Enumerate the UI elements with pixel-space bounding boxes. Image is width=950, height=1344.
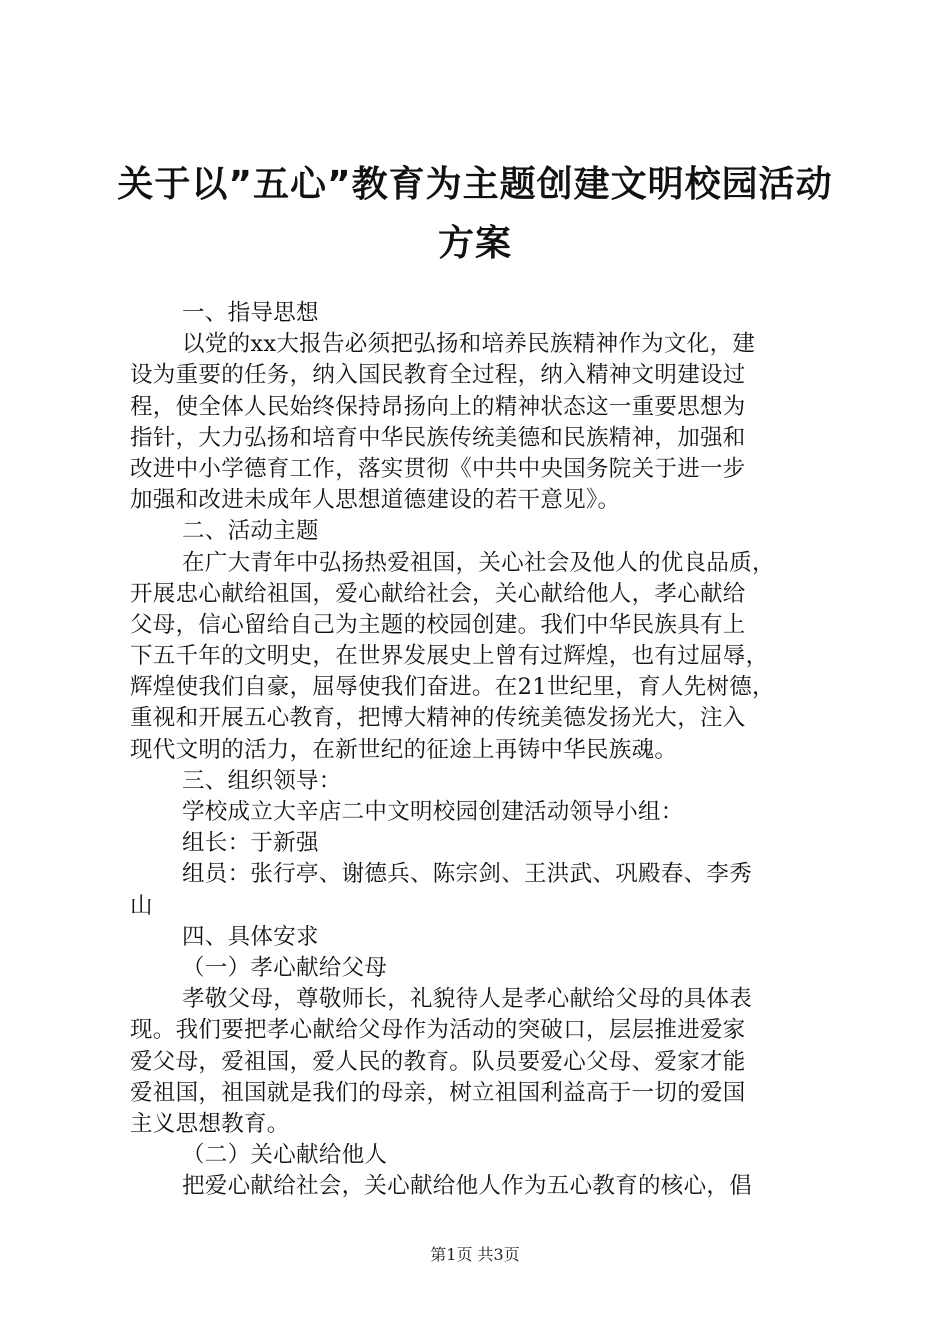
text-line: 开展忠心献给祖国，爱心献给社会，关心献给他人，孝心献给	[130, 580, 746, 607]
text-line: 一、指导思想	[182, 300, 319, 326]
text-line: 程，使全体人民始终保持昂扬向上的精神状态这一重要思想为	[130, 393, 746, 420]
text-line: 把爱心献给社会，关心献给他人作为五心教育的核心，倡	[182, 1173, 753, 1200]
text-line: 在广大青年中弘扬热爱祖国，关心社会及他人的优良品质，	[182, 549, 775, 576]
text-line: 爱父母，爱祖国，爱人民的教育。队员要爱心父母、爱家才能	[130, 1048, 746, 1075]
text-line: 改进中小学德育工作，落实贯彻《中共中央国务院关于进一步	[130, 455, 746, 482]
text-line: 山	[130, 892, 153, 919]
document-title-line1: 关于以”五心”教育为主题创建文明校园活动	[117, 164, 833, 205]
text-line: 辉煌使我们自豪，屈辱使我们奋进。在21世纪里，育人先树德，	[130, 674, 775, 701]
text-line: （二）关心献给他人	[182, 1142, 388, 1169]
text-line: 学校成立大辛店二中文明校园创建活动领导小组：	[182, 799, 684, 825]
text-line: 以党的xx大报告必须把弘扬和培养民族精神作为文化，建	[182, 331, 756, 358]
text-line: 现。我们要把孝心献给父母作为活动的突破口，层层推进爱家	[130, 1017, 746, 1044]
text-line: 组长：于新强	[182, 830, 319, 857]
text-line: 重视和开展五心教育，把博大精神的传统美德发扬光大，注入	[130, 705, 746, 732]
text-line: 现代文明的活力，在新世纪的征途上再铸中华民族魂。	[130, 736, 678, 763]
text-line: 主义思想教育。	[130, 1110, 290, 1137]
page-footer: 第1页 共3页	[430, 1245, 520, 1264]
text-line: 三、组织领导：	[182, 767, 342, 794]
text-line: 下五千年的文明史，在世界发展史上曾有过辉煌，也有过屈辱，	[130, 643, 769, 670]
document-body	[130, 298, 830, 1202]
text-line: 加强和改进未成年人思想道德建设的若干意见》。	[130, 487, 621, 514]
text-line: 指针，大力弘扬和培育中华民族传统美德和民族精神，加强和	[130, 424, 746, 451]
text-line: 爱祖国，祖国就是我们的母亲，树立祖国利益高于一切的爱国	[130, 1079, 746, 1106]
text-line: 设为重要的任务，纳入国民教育全过程，纳入精神文明建设过	[130, 362, 746, 389]
text-line: 父母，信心留给自己为主题的校园创建。我们中华民族具有上	[130, 611, 746, 638]
document-title-line2: 方案	[437, 223, 512, 264]
text-line: 组员：张行亭、谢德兵、陈宗剑、王洪武、巩殿春、李秀	[182, 861, 753, 888]
text-line: 四、具体安求	[182, 923, 319, 950]
text-line: （一）孝心献给父母	[182, 954, 388, 981]
text-line: 二、活动主题	[182, 518, 319, 545]
text-line: 孝敬父母，尊敬师长，礼貌待人是孝心献给父母的具体表	[182, 986, 753, 1013]
